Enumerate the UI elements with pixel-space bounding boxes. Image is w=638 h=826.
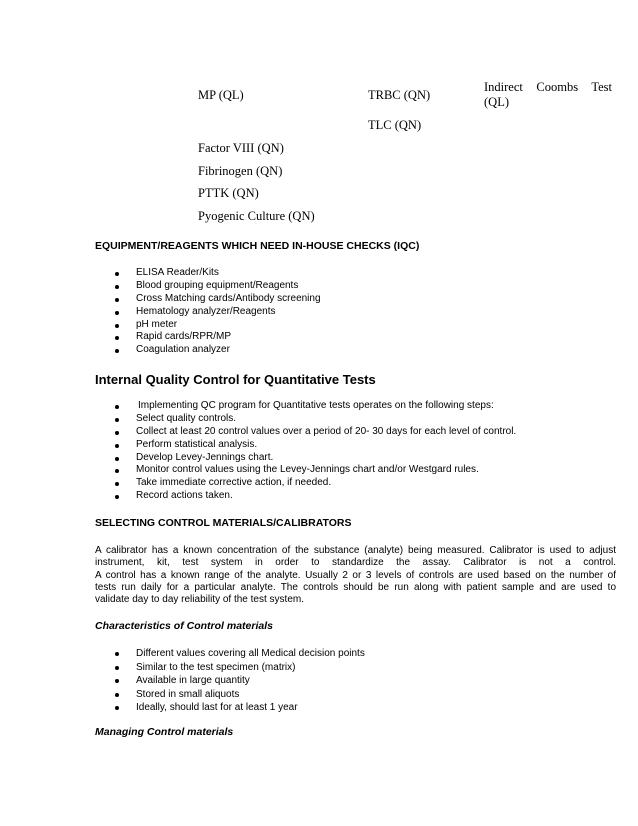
test-coombs-line2: (QL) bbox=[484, 95, 509, 109]
test-fibrinogen: Fibrinogen (QN) bbox=[198, 164, 283, 178]
list-item: Cross Matching cards/Antibody screening bbox=[112, 293, 321, 306]
test-tlc: TLC (QN) bbox=[368, 118, 422, 132]
list-item: Available in large quantity bbox=[112, 674, 365, 688]
list-item: Blood grouping equipment/Reagents bbox=[112, 280, 321, 293]
quant-list bbox=[112, 400, 516, 503]
list-item: Rapid cards/RPR/MP bbox=[112, 331, 321, 344]
paragraph-line: A control has a known range of the analyte. Usually 2 or 3 levels of controls are used based on the number of bbox=[95, 569, 616, 581]
paragraph-line: A calibrator has a known concentration of the substance (analyte) being measured. Calibrator is used to adjust bbox=[95, 545, 616, 556]
paragraph-line: tests run daily for a particular analyte. The controls should be run along with patient sample and are used to bbox=[95, 581, 616, 593]
selecting-heading: SELECTING CONTROL MATERIALS/CALIBRATORS bbox=[95, 517, 352, 529]
list-item: Collect at least 20 control values over a period of 20- 30 days for each level of control. bbox=[112, 426, 516, 439]
test-pyogenic-culture: Pyogenic Culture (QN) bbox=[198, 209, 315, 223]
quant-heading: Internal Quality Control for Quantitative Tests bbox=[95, 372, 376, 387]
iqc-heading: EQUIPMENT/REAGENTS WHICH NEED IN-HOUSE CHECKS (IQC) bbox=[95, 240, 420, 252]
list-item: Different values covering all Medical decision points bbox=[112, 647, 365, 661]
list-item: Perform statistical analysis. bbox=[112, 439, 516, 452]
list-item: Coagulation analyzer bbox=[112, 344, 321, 357]
list-item: Monitor control values using the Levey-Jennings chart and/or Westgard rules. bbox=[112, 464, 516, 477]
test-pttk: PTTK (QN) bbox=[198, 186, 259, 200]
characteristics-heading: Characteristics of Control materials bbox=[95, 620, 273, 632]
paragraph-line: validate day to day reliability of the test system. bbox=[95, 594, 304, 606]
test-factor-viii: Factor VIII (QN) bbox=[198, 141, 284, 155]
managing-heading: Managing Control materials bbox=[95, 726, 234, 738]
iqc-list bbox=[112, 267, 321, 357]
list-item: Stored in small aliquots bbox=[112, 688, 365, 702]
list-item: Hematology analyzer/Reagents bbox=[112, 306, 321, 319]
selecting-paragraph bbox=[95, 545, 616, 606]
list-item: Implementing QC program for Quantitative tests operates on the following steps: bbox=[112, 400, 516, 413]
list-item: Take immediate corrective action, if needed. bbox=[112, 477, 516, 490]
list-item: ELISA Reader/Kits bbox=[112, 267, 321, 280]
list-item: Develop Levey-Jennings chart. bbox=[112, 452, 516, 465]
list-item: Record actions taken. bbox=[112, 490, 516, 503]
list-item: Similar to the test specimen (matrix) bbox=[112, 661, 365, 675]
paragraph-line: instrument, kit, test system in order to standardize the assay. Calibrator is not a control. bbox=[95, 557, 616, 569]
test-mp: MP (QL) bbox=[198, 88, 244, 102]
test-trbc: TRBC (QN) bbox=[368, 88, 431, 102]
list-item: pH meter bbox=[112, 319, 321, 332]
list-item: Select quality controls. bbox=[112, 413, 516, 426]
list-item: Ideally, should last for at least 1 year bbox=[112, 701, 365, 715]
characteristics-list bbox=[112, 647, 365, 715]
test-coombs-line1: Indirect Coombs Test bbox=[484, 80, 612, 94]
